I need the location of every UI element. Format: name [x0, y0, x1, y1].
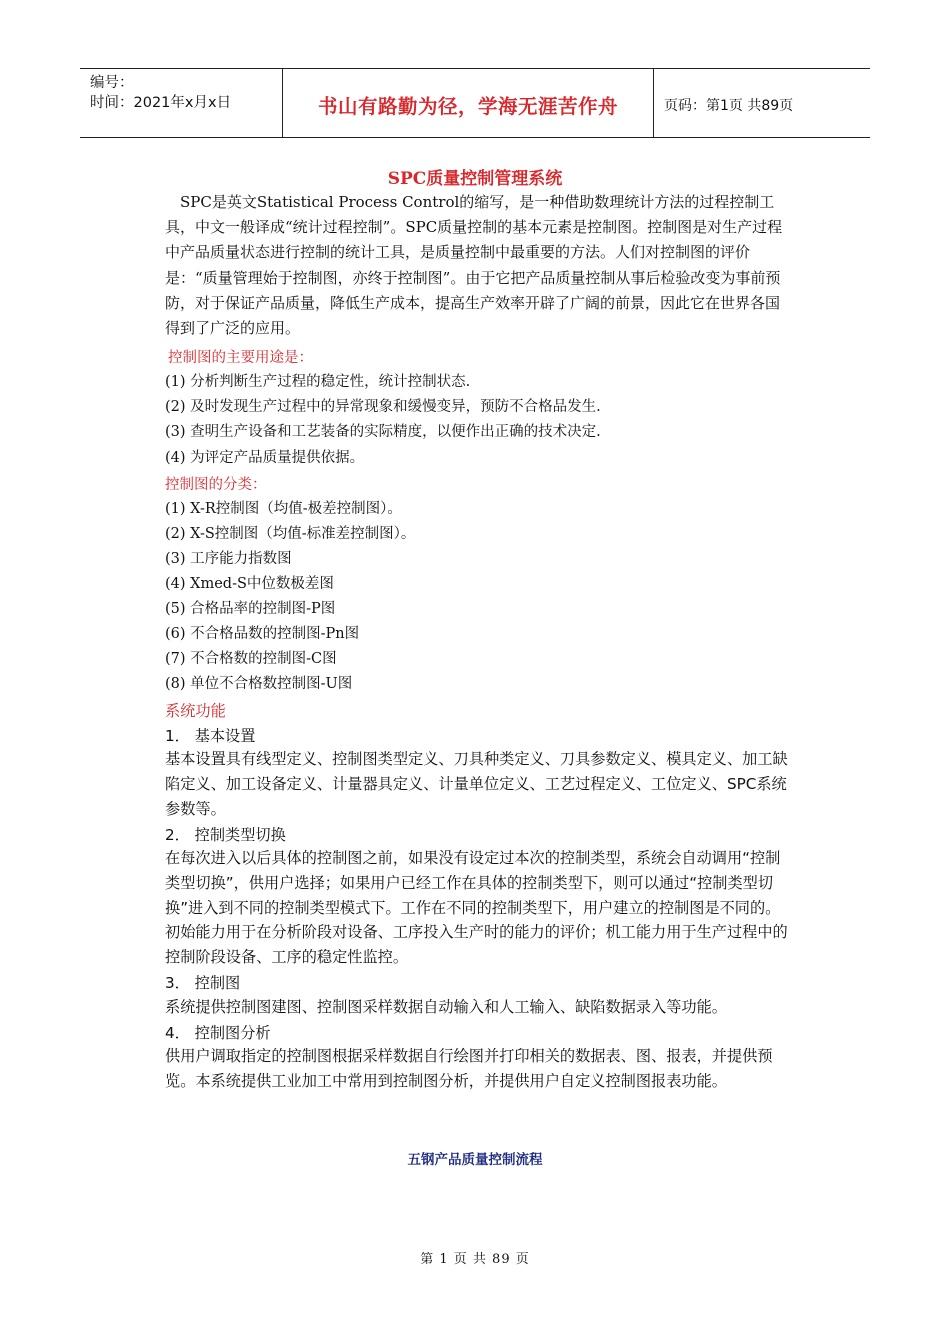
type-item: (1) X-R控制图（均值-极差控制图）。 — [165, 501, 402, 517]
function-heading: 2． 控制类型切换 — [165, 826, 286, 844]
types-heading: 控制图的分类： — [165, 477, 267, 493]
type-item: (4) Xmed-S中位数极差图 — [165, 576, 334, 592]
use-item: (4) 为评定产品质量提供依据。 — [165, 450, 365, 466]
motto: 书山有路勤为径，学海无涯苦作舟 — [317, 95, 618, 118]
function-heading: 4． 控制图分析 — [165, 1024, 271, 1042]
header-motto-cell — [283, 69, 654, 137]
section-subtitle: 五钢产品质量控制流程 — [407, 1152, 543, 1168]
intro-paragraph: SPC是英文Statistical Process Control的缩写，是一种借助数理统计方法的过程控制工具，中文一般译成“统计过程控制”。SPC质量控制的基本元素是控制图。控制图是对生产过程中产品质量状态进行控制的统计工具，是质量控制中最重要的方法。人们对控制图的评价是：“质量管理始于控制图，亦终于控制图”。由于它把产品质量控制从事后检验改变为事前预防，对于保证产品质量，降低生产成本，提高生产效率开辟了广阔的前景，因此它在世界各国得到了广泛的应用。 — [165, 193, 783, 338]
function-text: 在每次进入以后具体的控制图之前，如果没有设定过本次的控制类型，系统会自动调用“控制类型切换”，供用户选择；如果用户已经工作在具体的控制类型下，则可以通过“控制类型切换”进入到不同的控制类型模式下。工作在不同的控制类型下，用户建立的控制图是不同的。初始能力用于在分析阶段对设备、工序投入生产时的能力的评价；机工能力用于生产过程中的控制阶段设备、工序的稳定性监控。 — [165, 849, 788, 967]
header-meta-cell — [80, 69, 283, 137]
functions-heading: 系统功能 — [165, 702, 226, 720]
function-text: 供用户调取指定的控制图根据采样数据自行绘图并打印相关的数据表、图、报表，并提供预览。本系统提供工业加工中常用到控制图分析，并提供用户自定义控制图报表功能。 — [165, 1047, 773, 1090]
type-item: (5) 合格品率的控制图-P图 — [165, 601, 336, 617]
header-page-cell — [654, 69, 870, 137]
header-table — [80, 68, 870, 138]
type-item: (8) 单位不合格数控制图-U图 — [165, 676, 353, 692]
page-info: 页码：第1页 共89页 — [664, 98, 794, 114]
function-heading: 1． 基本设置 — [165, 727, 256, 745]
use-item: (1) 分析判断生产过程的稳定性，统计控制状态. — [165, 374, 471, 390]
function-heading: 3． 控制图 — [165, 974, 241, 992]
type-item: (2) X-S控制图（均值-标准差控制图）。 — [165, 526, 416, 542]
page-footer: 第 1 页 共 89 页 — [420, 1252, 530, 1267]
type-item: (3) 工序能力指数图 — [165, 551, 292, 567]
use-item: (2) 及时发现生产过程中的异常现象和缓慢变异，预防不合格品发生. — [165, 399, 601, 415]
function-text: 系统提供控制图建图、控制图采样数据自动输入和人工输入、缺陷数据录入等功能。 — [165, 998, 727, 1016]
number-label: 编号： — [90, 75, 134, 91]
type-item: (7) 不合格数的控制图-C图 — [165, 651, 337, 667]
uses-heading: 控制图的主要用途是： — [168, 350, 313, 366]
type-item: (6) 不合格品数的控制图-Pn图 — [165, 626, 360, 642]
function-text: 基本设置具有线型定义、控制图类型定义、刀具种类定义、刀具参数定义、模具定义、加工缺陷定义、加工设备定义、计量器具定义、计量单位定义、工艺过程定义、工位定义、SPC系统参数等。 — [165, 750, 788, 818]
date-line: 时间：2021年x月x日 — [90, 95, 232, 111]
use-item: (3) 查明生产设备和工艺装备的实际精度，以便作出正确的技术决定. — [165, 424, 601, 440]
document-title: SPC质量控制管理系统 — [387, 169, 563, 189]
